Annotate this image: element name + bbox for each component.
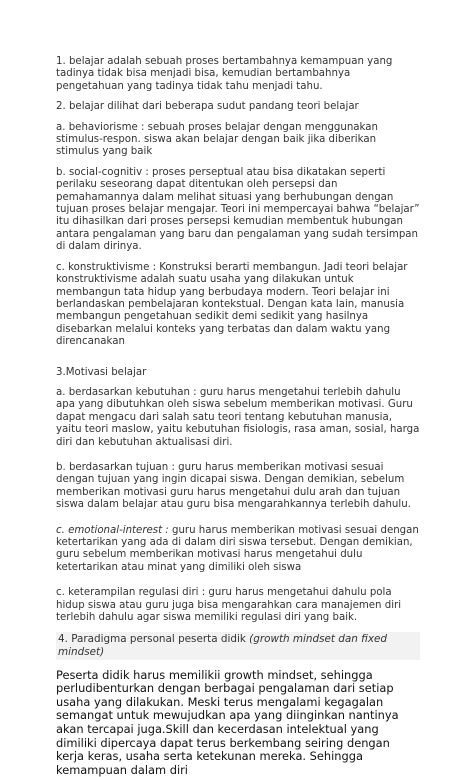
heading-personal-paradigm-text: 4. Paradigma personal peserta didik bbox=[58, 633, 250, 646]
heading-personal-paradigm-italic: (growth mindset dan fixed mindset) bbox=[58, 633, 387, 659]
body-constructivism: : Konstruksi berarti membangun. Jadi teori belajar konstruktivisme adalah suatu usaha yang dilakukan untuk membangun tata hidup yang berbudaya modern. Teori belajar ini berlandaskan pembelajaran kontekstual. Dengan kata lain, manusia membangun pengetahuan sedikit demi sedikit yang hasilnya disebarkan melalui konteks yang terbatas dan dalam waktu yang direncanakan bbox=[56, 261, 408, 348]
paragraph-behaviorism bbox=[56, 122, 420, 159]
paragraph-learning-theories: 2. belajar dilihat dari beberapa sudut pandang teori belajar bbox=[56, 101, 359, 113]
body-behaviorism: : sebuah proses belajar dengan menggunakan stimulus-respon. siswa akan belajar dengan baik jika diberikan stimulus yang baik bbox=[56, 121, 378, 158]
body-emotional-interest: guru harus memberikan motivasi sesuai dengan ketertarikan yang ada di dalam diri siswa tersebut. Dengan demikian, guru sebelum memberikan motivasi harus mengetahui dulu ketertarikan atau minat yang dimiliki oleh siswa bbox=[56, 524, 419, 573]
paragraph-motivation-self-regulation: c. keterampilan regulasi diri : guru harus mengetahui dahulu pola hidup siswa atau guru juga bisa mengarahkan cara manajemen diri terlebih dahulu agar siswa memiliki regulasi diri yang baik. bbox=[56, 587, 402, 624]
paragraph-growth-mindset: Peserta didik harus memilikii growth mindset, sehingga perludibenturkan dengan berbagai pengalaman dari setiap usaha yang dilakukan. Meski terus mengalami kegagalan semangat untuk mewujudkan apa yang diinginkan nantinya akan tercapai juga.Skill dan kecerdasan intelektual yang dimiliki dipercaya dapat terus berkembang seiring dengan kerja keras, usaha serta ketekunan mereka. Sehingga kemampuan dalam diri bbox=[56, 667, 399, 777]
term-behaviorism: a. behaviorisme bbox=[56, 121, 138, 133]
term-social-cognitive: b. social-cognitiv bbox=[56, 166, 143, 178]
paragraph-social-cognitive bbox=[56, 167, 420, 254]
heading-motivation: 3.Motivasi belajar bbox=[56, 366, 147, 378]
spacer bbox=[56, 357, 420, 367]
paragraph-definition: 1. belajar adalah sebuah proses bertambahnya kemampuan yang tadinya tidak bisa menjadi bisa, kemudian bertambahnya pengetahuan yang tadinya tidak tahu menjadi tahu. bbox=[56, 56, 393, 92]
paragraph-motivation-interest bbox=[56, 525, 420, 575]
term-emotional-interest: c. emotional-interest : bbox=[56, 524, 169, 536]
paragraph-motivation-needs: a. berdasarkan kebutuhan : guru harus mengetahui terlebih dahulu apa yang dibutuhkan oleh siswa sebelum memberikan motivasi. Guru dapat mengacu dari salah satu teori tentang kebutuhan manusia, yaitu teori maslow, yaitu kebutuhan fisiologis, rasa aman, sosial, harga diri dan kebutuhan aktualisasi diri. bbox=[56, 386, 420, 448]
body-social-cognitive: : proses perseptual atau bisa dikatakan seperti perilaku seseorang dapat ditentukan oleh persepsi dan pemahamannya dalam melihat situasi yang berhubungan dengan tujuan proses belajar mengajar. Teori ini mempercayai bahwa “belajar” itu dihasilkan dari proses persepsi kemudian membentuk hubungan antara pengalaman yang baru dan pengalaman yang sudah tersimpan di dalam dirinya. bbox=[56, 166, 420, 253]
heading-personal-paradigm bbox=[56, 632, 420, 659]
paragraph-constructivism bbox=[56, 262, 420, 349]
paragraph-motivation-goals: b. berdasarkan tujuan : guru harus memberikan motivasi sesuai dengan tujuan yang ingin dicapai siswa. Dengan demikian, sebelum memberikan motivasi guru harus mengetahui dulu arah dan tujuan siswa dalam belajar atau guru bisa mengarahkannya terlebih dahulu. bbox=[56, 461, 411, 511]
term-constructivism: c. konstruktivisme bbox=[56, 261, 150, 273]
